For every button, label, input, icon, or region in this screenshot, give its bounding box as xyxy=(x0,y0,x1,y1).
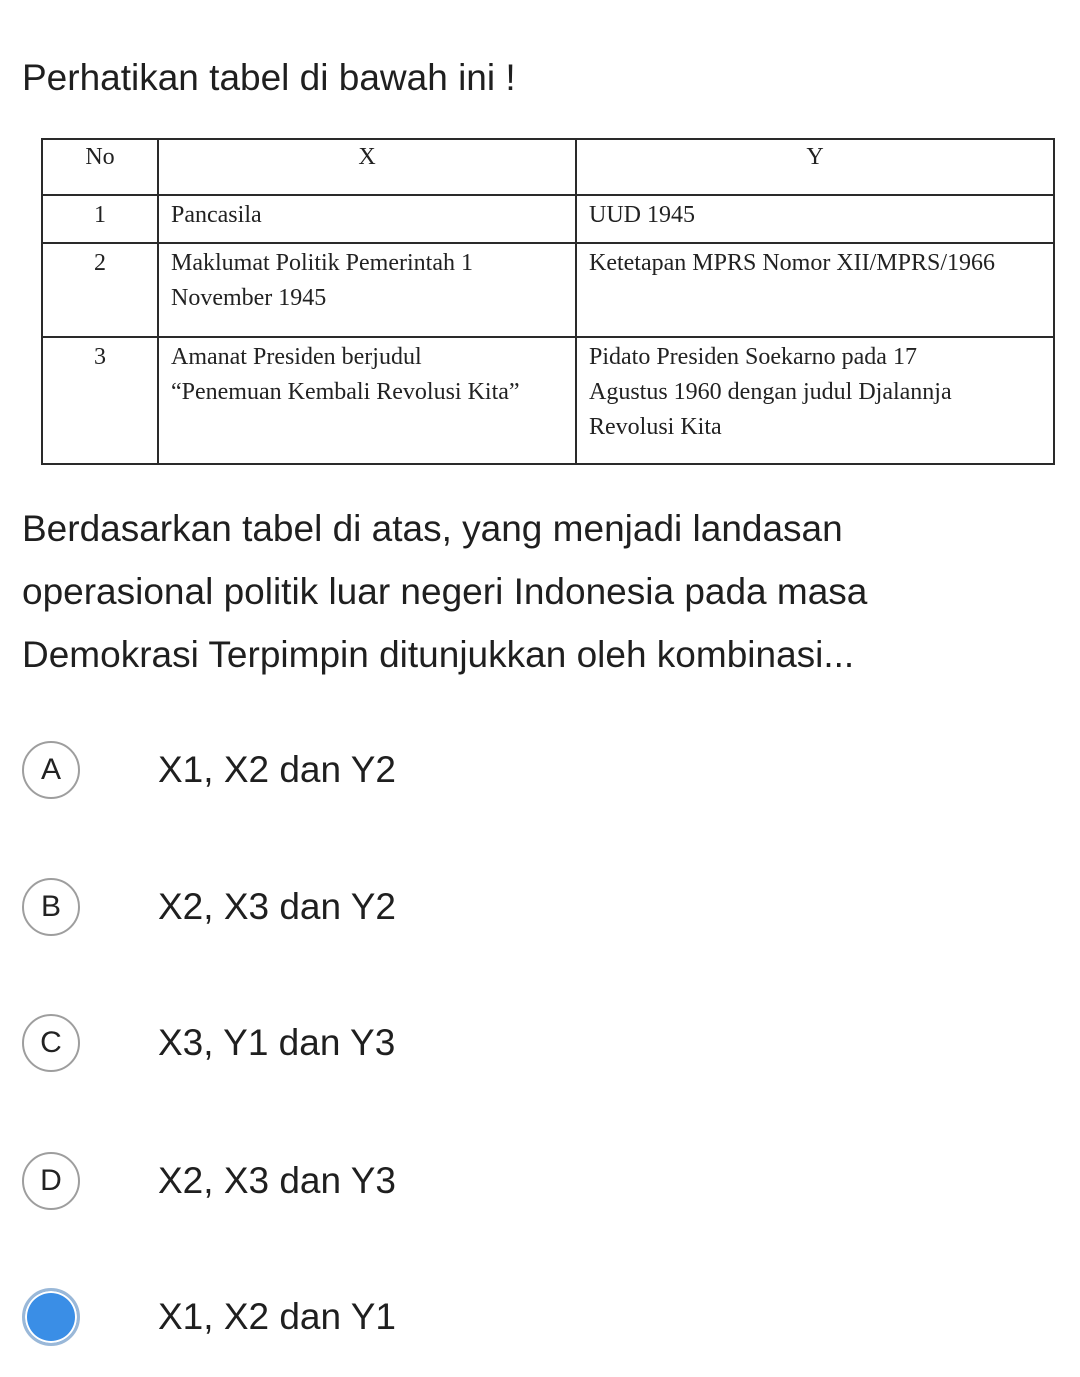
cell-y xyxy=(576,337,1054,464)
cell-x-line: “Penemuan Kembali Revolusi Kita” xyxy=(171,379,520,405)
intro-text: Perhatikan tabel di bawah ini ! xyxy=(22,57,516,98)
option-label[interactable]: X1, X2 dan Y1 xyxy=(158,1296,396,1337)
question-line: operasional politik luar negeri Indonesia pada masa xyxy=(22,571,868,612)
row-number: 3 xyxy=(42,337,158,464)
cell-x-line: November 1945 xyxy=(171,285,327,311)
row-number: 2 xyxy=(42,243,158,337)
option-label[interactable]: X3, Y1 dan Y3 xyxy=(158,1022,396,1063)
table-row xyxy=(42,337,1054,464)
option-badge[interactable]: D xyxy=(22,1152,80,1210)
option-label[interactable]: X2, X3 dan Y3 xyxy=(158,1160,396,1201)
option-c[interactable] xyxy=(22,1011,722,1075)
selected-radio-icon[interactable] xyxy=(22,1288,80,1346)
table-row xyxy=(42,195,1054,243)
option-badge[interactable]: C xyxy=(22,1014,80,1072)
question-line: Berdasarkan tabel di atas, yang menjadi landasan xyxy=(22,508,843,549)
option-e-selected[interactable] xyxy=(22,1285,722,1349)
option-label[interactable]: X1, X2 dan Y2 xyxy=(158,749,396,790)
row-number: 1 xyxy=(42,195,158,243)
cell-x-line: Amanat Presiden berjudul xyxy=(171,344,422,370)
header-no: No xyxy=(42,139,158,195)
table-header-row xyxy=(42,139,1054,195)
header-y: Y xyxy=(576,139,1054,195)
cell-y-line: Revolusi Kita xyxy=(589,414,722,440)
cell-y-line: Pidato Presiden Soekarno pada 17 xyxy=(589,344,917,370)
cell-y xyxy=(576,243,1054,337)
cell-y-line: Agustus 1960 dengan judul Djalannja xyxy=(589,379,952,405)
cell-x-line: Maklumat Politik Pemerintah 1 xyxy=(171,250,473,276)
cell-x xyxy=(158,195,576,243)
option-b[interactable] xyxy=(22,875,722,939)
cell-y xyxy=(576,195,1054,243)
table-row xyxy=(42,243,1054,337)
question-line: Demokrasi Terpimpin ditunjukkan oleh kombinasi... xyxy=(22,634,855,675)
option-d[interactable] xyxy=(22,1149,722,1213)
cell-x xyxy=(158,337,576,464)
cell-y-line: Ketetapan MPRS Nomor XII/MPRS/1966 xyxy=(589,250,996,276)
option-label[interactable]: X2, X3 dan Y2 xyxy=(158,886,396,927)
cell-x-line: Pancasila xyxy=(171,202,262,228)
cell-x xyxy=(158,243,576,337)
reference-table xyxy=(41,138,1055,465)
option-a[interactable] xyxy=(22,738,722,802)
question-text xyxy=(22,497,1062,686)
option-badge[interactable]: A xyxy=(22,741,80,799)
cell-y-line: UUD 1945 xyxy=(589,202,695,228)
header-x: X xyxy=(158,139,576,195)
option-badge[interactable]: B xyxy=(22,878,80,936)
